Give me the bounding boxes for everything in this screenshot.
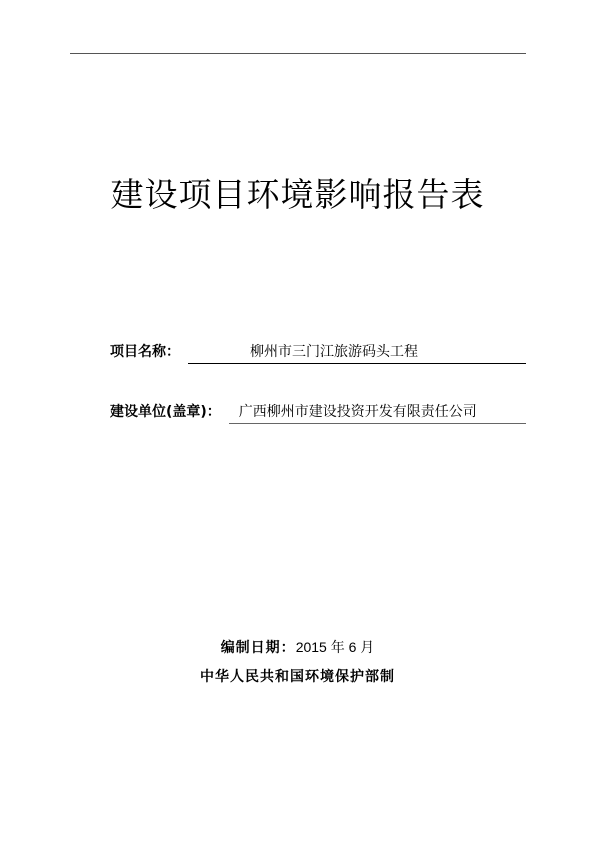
compile-date xyxy=(0,636,595,659)
project-name-underline xyxy=(188,341,526,364)
compile-date-label: 编制日期： xyxy=(220,640,296,656)
construction-unit-underline xyxy=(229,401,526,424)
document-title: 建设项目环境影响报告表 xyxy=(110,175,485,214)
project-name-label: 项目名称： xyxy=(110,344,180,360)
construction-unit-label: 建设单位(盖章)： xyxy=(110,404,221,420)
construction-unit-value: 广西柳州市建设投资开发有限责任公司 xyxy=(238,404,477,420)
project-name-value: 柳州市三门江旅游码头工程 xyxy=(250,344,418,360)
issuer: 中华人民共和国环境保护部制 xyxy=(200,669,395,685)
construction-unit-row xyxy=(110,400,526,424)
compile-date-value: 2015 年 6 月 xyxy=(295,639,375,655)
project-name-row xyxy=(110,340,526,364)
header-rule xyxy=(70,53,526,54)
